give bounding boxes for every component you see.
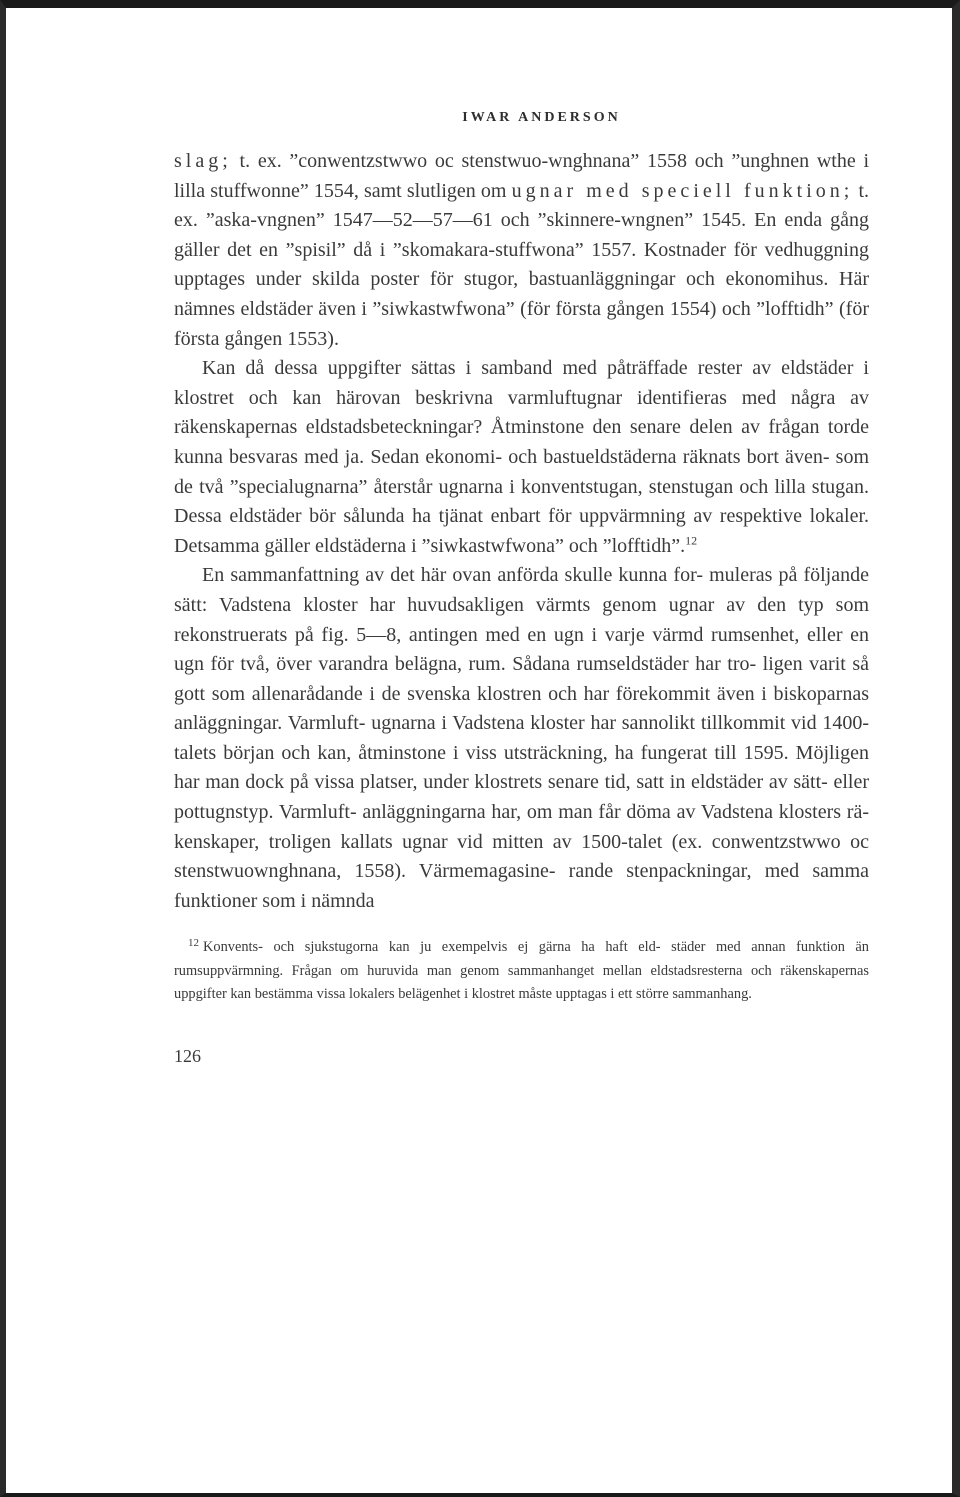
footnote: [174, 936, 869, 1006]
paragraph: [174, 147, 869, 354]
spaced-emphasis-text: slag;: [174, 150, 232, 172]
paragraph-text: Kan då dessa uppgifter sättas i samband med påträffade rester av eldstäder i klostret och kan härovan beskrivna varmluftugnar identifieras med några av räkenskapernas eldstadsbeteckningar? Åtminstone den senare delen av frågan torde kunna besvaras med ja. Sedan ekonomi- och bastueldstäderna räknats bort även- som de två ”specialugnarna” återstår ugnarna i konventstugan, stenstugan och lilla stugan. Dessa eldstäder bör sålunda ha tjänat enbart för uppvärmning av respektive lokaler. Detsamma gäller eldstäderna i ”siwkastwfwona” och ”lofftidh”.: [174, 357, 869, 557]
body-text: [174, 147, 869, 916]
spaced-emphasis-text: ugnar med speciell funktion;: [511, 179, 854, 202]
running-head: IWAR ANDERSON: [462, 110, 621, 125]
paragraph: [174, 561, 869, 916]
footnote-text: Konvents- och sjukstugorna kan ju exempelvis ej gärna ha haft eld- städer med annan funktion än rumsuppvärmning. Frågan om huruvida man genom sammanhanget mellan eldstadsresterna och räkenskapernas uppgifter kan bestämma vissa lokalers belägenhet i klostret måste upptagas i ett större sammanhang.: [174, 939, 869, 1003]
book-page: [174, 110, 869, 1067]
paragraph-text: En sammanfattning av det här ovan anförda skulle kunna for- muleras på följande sätt: Vadstena kloster har huvudsakligen värmts genom ugnar av den typ som rekonstruerats på fig. 5—8, antingen med en ugn i varje värmd rumsenhet, eller en ugn för två, över varandra belägna, rum. Sådana rumseldstäder har tro- ligen varit så gott som allenarådande i de svenska klostren och har förekommit även i biskoparnas anläggningar. Varmluft- ugnarna i Vadstena kloster har sannolikt tillkommit vid 1400- talets början och kan, åtminstone i viss utsträckning, ha fungerat till 1595. Möjligen har man dock på vissa platser, under klostrets senare tid, satt in eldstäder av sätt- eller pottugnstyp. Varmluft- anläggningarna har, om man får döma av Vadstena klosters rä- kenskaper, troligen kallats ugnar vid mitten av 1500-talet (ex. conwentzstwwo oc stenstwuownghnana, 1558). Värmemagasine- rande stenpackningar, med samma funktioner som i nämnda: [174, 564, 869, 912]
footnote-reference: 12: [685, 533, 698, 548]
footnote-number: 12: [188, 936, 199, 949]
paragraph-text: t. ex. ”aska-vngnen” 1547—52—57—61 och ”skinnere-wngnen” 1545. En enda gång gäller det en ”spisil” då i ”skomakara-stuffwona” 1557. Kostnader för vedhuggning upptages under skilda poster för stugor, bastuanläggningar och ekonomihus. Här nämnes eldstäder även i ”siwkastwfwona” (för första gången 1554) och ”lofftidh” (för första gången 1553).: [174, 179, 870, 350]
paragraph-text: t. ex. ”conwentzstwwo oc stenstwuo-wnghnana” 1558 och ”unghnen wthe i lilla stuffwonne” 1554, samt slutligen om: [174, 150, 869, 202]
paragraph: [174, 354, 869, 561]
page-number: 126: [174, 1045, 201, 1066]
